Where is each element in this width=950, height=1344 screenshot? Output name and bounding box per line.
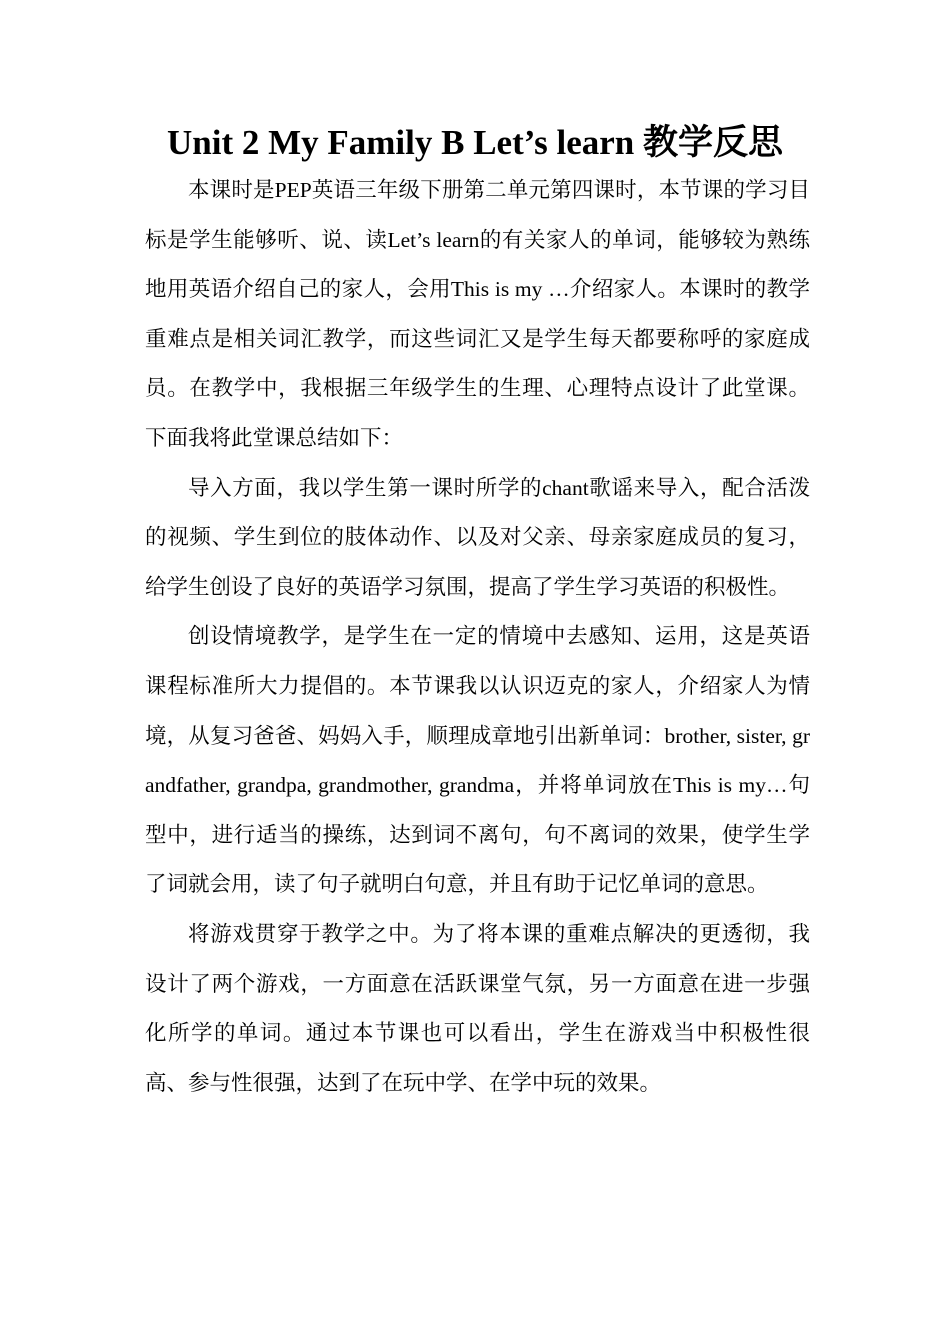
- paragraph-intro: 本课时是PEP英语三年级下册第二单元第四课时，本节课的学习目标是学生能够听、说、读Let’s learn的有关家人的单词，能够较为熟练地用英语介绍自己的家人，会用This is my …介绍家人。本课时的教学重难点是相关词汇教学，而这些词汇又是学生每天都要称呼的家庭成员。在教学中，我根据三年级学生的生理、心理特点设计了此堂课。下面我将此堂课总结如下：: [145, 178, 810, 450]
- paragraph-situational-teaching: 创设情境教学，是学生在一定的情境中去感知、运用，这是英语课程标准所大力提倡的。本节课我以认识迈克的家人，介绍家人为情境，从复习爸爸、妈妈入手，顺理成章地引出新单词：brother, sister, grandfather, grandpa, grandmother, grandma，并将单词放在This is my…句型中，进行适当的操练，达到词不离句，句不离词的效果，使学生学了词就会用，读了句子就明白句意，并且有助于记忆单词的意思。: [145, 624, 810, 897]
- document-title: Unit 2 My Family B Let’s learn 教学反思: [166, 123, 783, 162]
- paragraph-games: 将游戏贯穿于教学之中。为了将本课的重难点解决的更透彻，我设计了两个游戏，一方面意在活跃课堂气氛，另一方面意在进一步强化所学的单词。通过本节课也可以看出，学生在游戏当中积极性很高、参与性很强，达到了在玩中学、在学中玩的效果。: [145, 921, 810, 1095]
- paragraph-lead-in: 导入方面，我以学生第一课时所学的chant歌谣来导入，配合活泼的视频、学生到位的肢体动作、以及对父亲、母亲家庭成员的复习，给学生创设了良好的英语学习氛围，提高了学生学习英语的积极性。: [145, 475, 810, 599]
- document-body: [145, 166, 810, 1108]
